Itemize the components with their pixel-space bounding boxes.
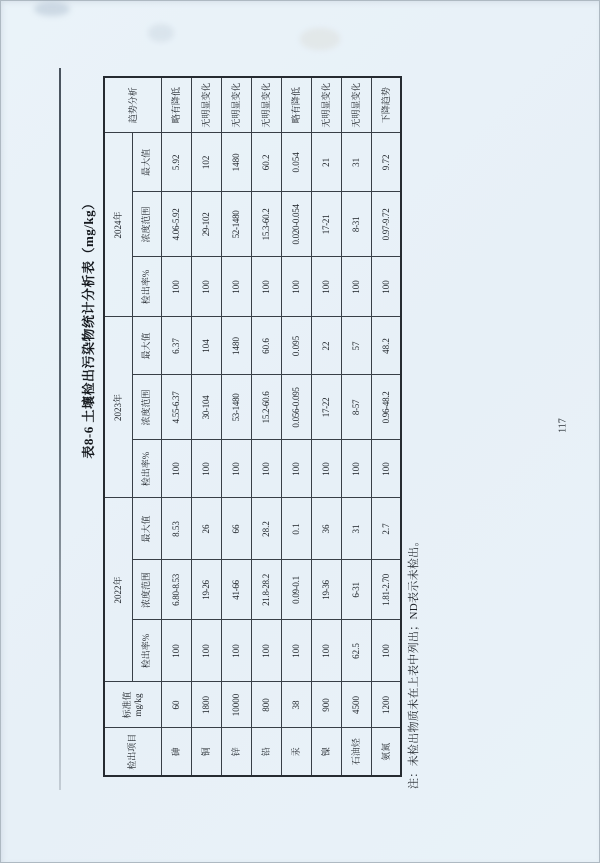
- cell-2024-rate: 100: [251, 257, 281, 317]
- cell-item: 铅: [251, 728, 281, 776]
- page-number: 117: [557, 418, 569, 433]
- cell-standard: 900: [311, 682, 341, 728]
- rotated-table-content: [81, 78, 420, 789]
- cell-trend: 略有降低: [161, 77, 191, 133]
- header-2022-range: 浓度范围: [132, 560, 161, 620]
- cell-2024-range: 0.97-9.72: [371, 192, 401, 257]
- cell-2024-rate: 100: [281, 257, 311, 317]
- table-row: [251, 77, 281, 776]
- table-row: [281, 77, 311, 776]
- cell-2024-rate: 100: [191, 257, 221, 317]
- cell-2022-max: 2.7: [371, 498, 401, 560]
- header-item: 检出项目: [104, 728, 161, 776]
- cell-2024-max: 0.054: [281, 133, 311, 192]
- cell-2023-max: 104: [191, 317, 221, 375]
- cell-2023-rate: 100: [251, 440, 281, 498]
- table-row: [191, 77, 221, 776]
- header-year-2024: 2024年: [104, 133, 132, 317]
- cell-2023-rate: 100: [371, 440, 401, 498]
- cell-2022-rate: 62.5: [341, 620, 371, 682]
- cell-2022-range: 19-36: [311, 560, 341, 620]
- cell-2023-max: 22: [311, 317, 341, 375]
- cell-2022-max: 0.1: [281, 498, 311, 560]
- cell-2023-rate: 100: [311, 440, 341, 498]
- cell-2023-range: 53-1480: [221, 375, 251, 440]
- header-2023-max: 最大值: [132, 317, 161, 375]
- cell-trend: 无明显变化: [221, 77, 251, 133]
- header-standard-line2: mg/kg: [132, 693, 143, 717]
- cell-2023-rate: 100: [341, 440, 371, 498]
- cell-2022-range: 41-66: [221, 560, 251, 620]
- header-year-2023: 2023年: [104, 317, 132, 498]
- cell-2022-rate: 100: [161, 620, 191, 682]
- cell-2023-range: 15.2-60.6: [251, 375, 281, 440]
- soil-pollutant-stats-table: [103, 76, 402, 777]
- cell-2022-range: 6-31: [341, 560, 371, 620]
- scan-smudge: [300, 28, 340, 50]
- header-row-subcolumns: [132, 77, 161, 776]
- table-row: [371, 77, 401, 776]
- cell-item: 锌: [221, 728, 251, 776]
- header-2024-rate: 检出率%: [132, 257, 161, 317]
- header-2022-rate: 检出率%: [132, 620, 161, 682]
- header-2024-range: 浓度范围: [132, 192, 161, 257]
- cell-2024-range: 52-1480: [221, 192, 251, 257]
- scan-fold-line: [59, 68, 61, 790]
- cell-2023-rate: 100: [161, 440, 191, 498]
- header-year-2022: 2022年: [104, 498, 132, 682]
- cell-2024-rate: 100: [341, 257, 371, 317]
- header-2022-max: 最大值: [132, 498, 161, 560]
- cell-trend: 无明显变化: [191, 77, 221, 133]
- cell-2022-range: 6.80-8.53: [161, 560, 191, 620]
- header-standard: [104, 682, 161, 728]
- cell-2023-rate: 100: [191, 440, 221, 498]
- cell-2024-max: 102: [191, 133, 221, 192]
- table-title: 表8-6 土壤检出污染物统计分析表（mg/kg）: [81, 196, 96, 459]
- cell-2023-max: 48.2: [371, 317, 401, 375]
- cell-2022-range: 1.81-2.70: [371, 560, 401, 620]
- cell-2022-max: 8.53: [161, 498, 191, 560]
- cell-2024-max: 1480: [221, 133, 251, 192]
- cell-2024-max: 60.2: [251, 133, 281, 192]
- cell-2024-range: 29-102: [191, 192, 221, 257]
- header-standard-line1: 标准值: [122, 691, 133, 719]
- cell-2023-range: 8-57: [341, 375, 371, 440]
- cell-standard: 4500: [341, 682, 371, 728]
- cell-2023-max: 60.6: [251, 317, 281, 375]
- cell-2023-range: 17-22: [311, 375, 341, 440]
- cell-2022-rate: 100: [281, 620, 311, 682]
- cell-standard: 800: [251, 682, 281, 728]
- cell-2024-max: 9.72: [371, 133, 401, 192]
- cell-2024-range: 8-31: [341, 192, 371, 257]
- cell-trend: 无明显变化: [311, 77, 341, 133]
- cell-trend: 下降趋势: [371, 77, 401, 133]
- cell-2024-max: 31: [341, 133, 371, 192]
- cell-2022-max: 66: [221, 498, 251, 560]
- header-2023-range: 浓度范围: [132, 375, 161, 440]
- table-row: [221, 77, 251, 776]
- cell-2022-range: 21.8-28.2: [251, 560, 281, 620]
- cell-standard: 1800: [191, 682, 221, 728]
- scan-smudge: [34, 2, 70, 16]
- cell-2024-rate: 100: [371, 257, 401, 317]
- cell-2022-max: 31: [341, 498, 371, 560]
- cell-item: 铜: [191, 728, 221, 776]
- header-2024-max: 最大值: [132, 133, 161, 192]
- cell-2023-max: 1480: [221, 317, 251, 375]
- header-trend: 趋势分析: [104, 77, 161, 133]
- table-footnote: 注：未检出物质未在上表中列出；ND表示未检出。: [408, 535, 420, 789]
- table-row: [341, 77, 371, 776]
- header-2023-rate: 检出率%: [132, 440, 161, 498]
- cell-2024-rate: 100: [161, 257, 191, 317]
- cell-2023-max: 0.095: [281, 317, 311, 375]
- cell-trend: 无明显变化: [341, 77, 371, 133]
- cell-2023-range: 0.96-48.2: [371, 375, 401, 440]
- cell-2023-range: 4.55-6.37: [161, 375, 191, 440]
- cell-2023-rate: 100: [221, 440, 251, 498]
- cell-2023-rate: 100: [281, 440, 311, 498]
- cell-2022-rate: 100: [311, 620, 341, 682]
- scan-smudge: [148, 24, 174, 42]
- cell-standard: 38: [281, 682, 311, 728]
- cell-2022-rate: 100: [371, 620, 401, 682]
- cell-2024-rate: 100: [311, 257, 341, 317]
- cell-standard: 1200: [371, 682, 401, 728]
- cell-2024-range: 15.3-60.2: [251, 192, 281, 257]
- cell-item: 氨氮: [371, 728, 401, 776]
- cell-2022-max: 28.2: [251, 498, 281, 560]
- header-row-years: [104, 77, 132, 776]
- cell-2024-range: 0.020-0.054: [281, 192, 311, 257]
- cell-2023-max: 6.37: [161, 317, 191, 375]
- cell-2022-range: 0.09-0.1: [281, 560, 311, 620]
- cell-item: 汞: [281, 728, 311, 776]
- cell-standard: 60: [161, 682, 191, 728]
- cell-item: 砷: [161, 728, 191, 776]
- cell-2023-range: 30-104: [191, 375, 221, 440]
- table-row: [161, 77, 191, 776]
- cell-2022-rate: 100: [251, 620, 281, 682]
- cell-trend: 略有降低: [281, 77, 311, 133]
- cell-2024-range: 17-21: [311, 192, 341, 257]
- cell-2022-max: 26: [191, 498, 221, 560]
- cell-2023-max: 57: [341, 317, 371, 375]
- cell-trend: 无明显变化: [251, 77, 281, 133]
- cell-2024-max: 5.92: [161, 133, 191, 192]
- cell-item: 石油烃: [341, 728, 371, 776]
- cell-item: 镍: [311, 728, 341, 776]
- cell-2024-rate: 100: [221, 257, 251, 317]
- cell-2022-rate: 100: [191, 620, 221, 682]
- cell-standard: 10000: [221, 682, 251, 728]
- cell-2022-range: 19-26: [191, 560, 221, 620]
- cell-2022-rate: 100: [221, 620, 251, 682]
- cell-2024-max: 21: [311, 133, 341, 192]
- table-row: [311, 77, 341, 776]
- cell-2022-max: 36: [311, 498, 341, 560]
- cell-2024-range: 4.06-5.92: [161, 192, 191, 257]
- cell-2023-range: 0.056-0.095: [281, 375, 311, 440]
